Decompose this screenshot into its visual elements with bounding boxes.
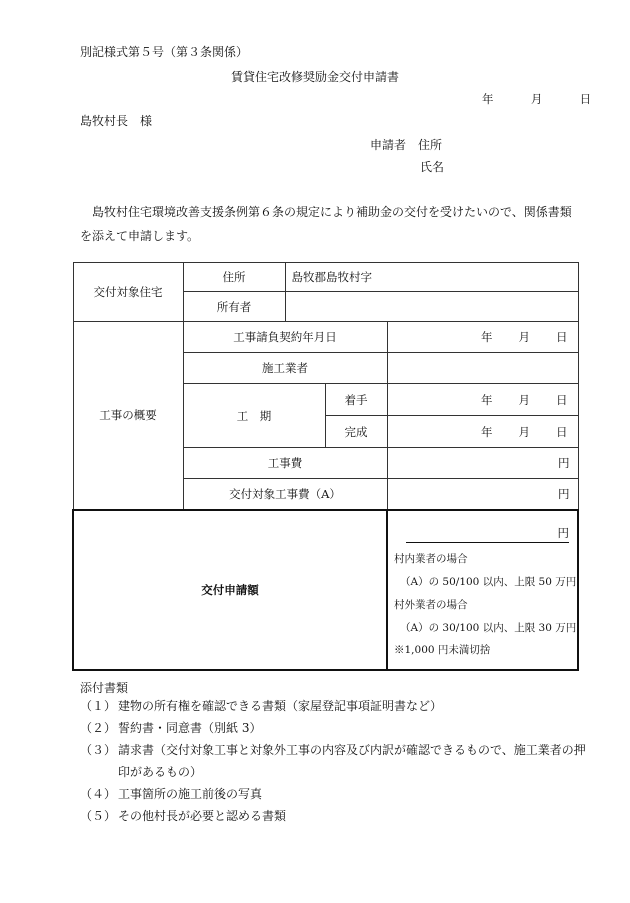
note-local-contractor: 村内業者の場合 — [394, 552, 468, 565]
list-item: （４） 工事箇所の施工前後の写真 — [80, 787, 263, 801]
completion-label: 完成 — [325, 416, 387, 448]
amount-underline — [406, 542, 569, 543]
applicant-name-label: 氏名 — [420, 160, 445, 174]
completion-date-value: 年 月 日 — [387, 416, 578, 448]
list-item: （５） その他村長が必要と認める書類 — [80, 809, 287, 823]
cost-label: 工事費 — [183, 448, 387, 479]
date-day: 日 — [579, 92, 592, 106]
contract-date-label: 工事請負契約年月日 — [183, 322, 387, 353]
date-month: 月 — [530, 92, 543, 106]
eligible-cost-label: 交付対象工事費（A） — [183, 479, 387, 510]
contractor-value — [387, 353, 578, 384]
cost-value: 円 — [387, 448, 578, 479]
eligible-cost-value: 円 — [387, 479, 578, 510]
list-item: （１） 建物の所有権を確認できる書類（家屋登記事項証明書など） — [80, 699, 443, 713]
addressee: 島牧村長 様 — [80, 114, 153, 128]
request-amount-yen: 円 — [557, 525, 570, 540]
contractor-label: 施工業者 — [183, 353, 387, 384]
list-item: （２） 誓約書・同意書（別紙 3） — [80, 721, 262, 735]
attachments-title: 添付書類 — [80, 681, 129, 695]
note-outside-rate: （A）の 30/100 以内、上限 30 万円 — [400, 621, 577, 634]
application-table — [72, 262, 579, 671]
start-date-value: 年 月 日 — [387, 384, 578, 416]
contract-date-value: 年 月 日 — [387, 322, 578, 353]
address-label: 住所 — [183, 263, 285, 292]
body-text: 島牧村住宅環境改善支援条例第６条の規定により補助金の交付を受けたいので、関係書類を添えて申請します。 — [80, 205, 572, 243]
request-amount-label: 交付申請額 — [73, 510, 387, 670]
period-label: 工 期 — [183, 384, 325, 448]
address-value: 島牧郡島牧村字 — [285, 263, 578, 292]
applicant-address-label: 申請者 住所 — [370, 138, 443, 152]
date-year: 年 — [482, 92, 494, 106]
note-rounding: ※1,000 円未満切捨 — [394, 643, 491, 656]
note-local-rate: （A）の 50/100 以内、上限 50 万円 — [400, 575, 577, 588]
list-item: （３） 請求書（交付対象工事と対象外工事の内容及び内訳が確認できるもので、施工業者の押印があるもの） — [80, 743, 586, 779]
note-outside-contractor: 村外業者の場合 — [394, 598, 468, 611]
work-summary-label: 工事の概要 — [73, 322, 183, 510]
owner-label: 所有者 — [183, 292, 285, 322]
attachments-list — [80, 695, 590, 827]
owner-value — [285, 292, 578, 322]
request-amount-cell — [387, 510, 578, 670]
target-house-label: 交付対象住宅 — [73, 263, 183, 322]
form-number: 別記様式第５号（第３条関係） — [80, 45, 249, 59]
start-label: 着手 — [325, 384, 387, 416]
application-date — [482, 91, 591, 107]
document-title: 賃貸住宅改修奨励金交付申請書 — [230, 70, 399, 84]
